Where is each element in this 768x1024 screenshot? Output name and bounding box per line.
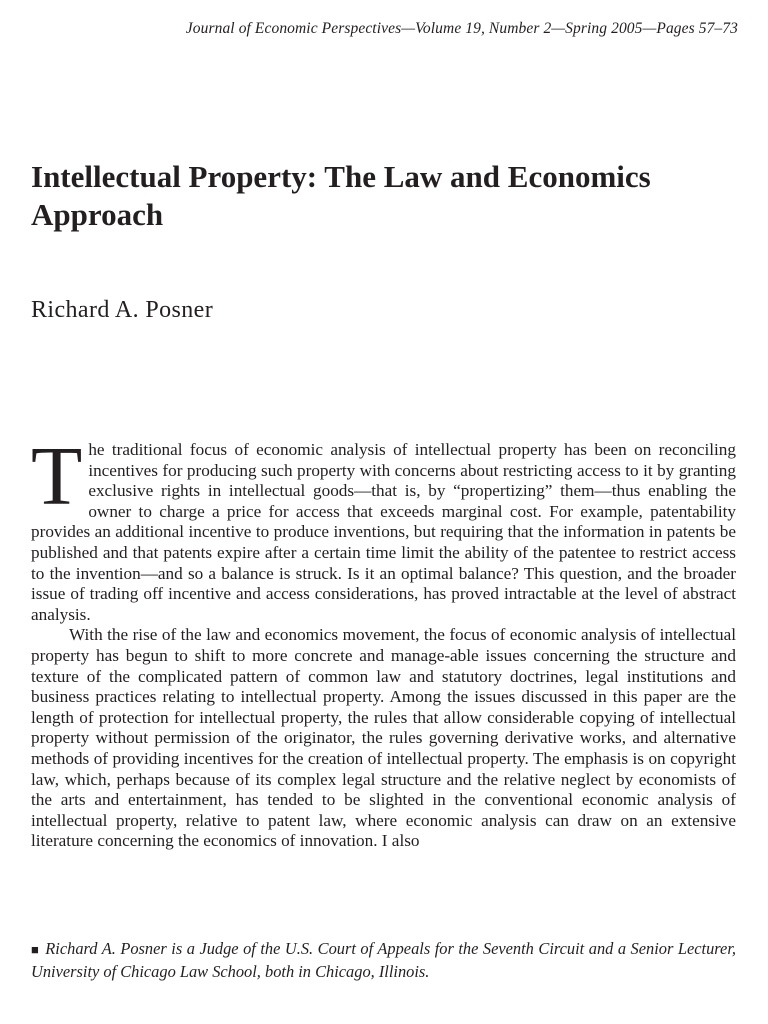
- paragraph-2: With the rise of the law and economics movement, the focus of economic analysis of intellectual property has begun to shift to more concrete and manage-able issues concerning the structure and texture of the complicated pattern of common law and statutory doctrines, legal institutions and business practices relating to intellectual property. Among the issues discussed in this paper are the length of protection for intellectual property, the rules that allow considerable copying of intellectual property without permission of the originator, the rules governing derivative works, and alternative methods of providing incentives for the creation of intellectual property. The emphasis is on copyright law, which, perhaps because of its complex legal structure and the relative neglect by economists of the arts and entertainment, has tended to be slighted in the conventional economic analysis of intellectual property, relative to patent law, where economic analysis can draw on an extensive literature concerning the economics of innovation. I also: [31, 625, 736, 851]
- drop-cap: T: [31, 430, 83, 523]
- paragraph-1: [31, 430, 736, 625]
- footnote-marker: ■: [31, 942, 40, 957]
- footnote-text: Richard A. Posner is a Judge of the U.S. Court of Appeals for the Seventh Circuit and a Senior Lecturer, University of Chicago Law School, both in Chicago, Illinois.: [31, 939, 736, 981]
- article-body: [31, 430, 736, 852]
- author-footnote: [31, 938, 736, 982]
- article-title: Intellectual Property: The Law and Economics Approach: [31, 159, 651, 232]
- running-head: Journal of Economic Perspectives—Volume 19, Number 2—Spring 2005—Pages 57–73: [185, 20, 738, 37]
- paragraph-1-text: he traditional focus of economic analysis of intellectual property has been on reconciling incentives for producing such property with concerns about restricting access to it by granting exclusive rights in intellectual goods—that is, by “propertizing” them—thus enabling the owner to charge a price for access that exceeds marginal cost. For example, patentability provides an additional incentive to produce inventions, but requiring that the information in patents be published and that patents expire after a certain time limit the ability of the patentee to restrict access to the invention—and so a balance is struck. Is it an optimal balance? This question, and the broader issue of trading off incentive and access considerations, has proved intractable at the level of abstract analysis.: [31, 440, 736, 624]
- author-name: Richard A. Posner: [31, 297, 214, 323]
